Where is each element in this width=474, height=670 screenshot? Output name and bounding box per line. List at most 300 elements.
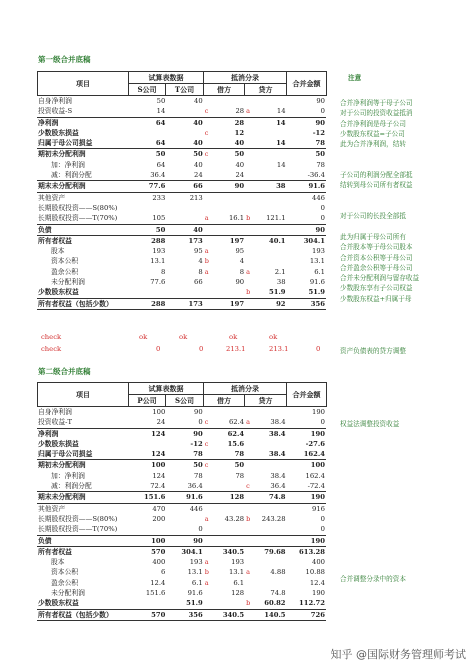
total-value: -27.6 xyxy=(305,439,325,448)
header-debit: 借方 xyxy=(203,394,245,407)
note-text: 结转到母公司所有者权益 xyxy=(340,181,413,190)
total-value: 91.6 xyxy=(309,278,325,287)
company-b-value: 0 xyxy=(198,525,203,534)
row-label: 未分配利润 xyxy=(51,589,85,598)
credit-marker xyxy=(245,503,253,514)
credit-value: 79.68 xyxy=(253,546,286,557)
table-row xyxy=(37,181,326,192)
credit-marker: b xyxy=(246,599,251,608)
company-b-value xyxy=(166,514,203,524)
debit-value: 16.1 xyxy=(228,214,245,223)
header-trial: 试算表数据 xyxy=(128,382,204,395)
note-text: 合并净利润等于母子公司 xyxy=(340,99,413,107)
company-a-value: 12.4 xyxy=(150,578,166,587)
credit-marker xyxy=(245,535,253,546)
total-value: 400 xyxy=(312,558,325,567)
row-label: 加：净利润 xyxy=(51,160,85,169)
check-value: ok xyxy=(139,333,148,341)
total-value: 90 xyxy=(316,97,325,105)
company-b-value: 24 xyxy=(194,171,203,180)
total-value: -36.4 xyxy=(307,171,325,180)
check-value: 0 xyxy=(156,345,161,353)
credit-marker xyxy=(245,128,253,138)
credit-value xyxy=(253,149,286,160)
check-note: 资产负债表的贷方调整 xyxy=(340,347,406,355)
note-text: 合并净利润是母子公司 xyxy=(340,119,406,128)
debit-marker xyxy=(204,160,212,170)
total-value: 0 xyxy=(320,203,325,212)
credit-value xyxy=(253,439,286,449)
credit-marker xyxy=(245,407,253,417)
table-row xyxy=(37,588,326,598)
company-b-value xyxy=(166,128,203,138)
company-a-value: 100 xyxy=(129,460,166,471)
debit-value: 62.4 xyxy=(228,418,245,427)
table-row xyxy=(37,203,326,213)
total-value: 78 xyxy=(315,139,325,148)
debit-marker: c xyxy=(204,418,209,427)
row-label: 盈余公积 xyxy=(51,267,79,276)
credit-value: 51.9 xyxy=(268,288,286,297)
credit-value: 74.8 xyxy=(253,492,286,503)
total-value: 162.4 xyxy=(305,471,325,480)
table-row xyxy=(37,514,326,524)
row-label: 盈余公积 xyxy=(51,578,79,587)
table-row xyxy=(37,439,326,449)
credit-marker: a xyxy=(246,267,251,276)
credit-marker xyxy=(245,546,253,557)
company-b-value: 91.6 xyxy=(187,589,203,598)
debit-value: 128 xyxy=(212,492,245,503)
row-label: 所有者权益（包括少数） xyxy=(37,298,129,309)
credit-value: 38.4 xyxy=(270,471,286,480)
notes-header: 注意 xyxy=(348,74,362,82)
debit-value: 40 xyxy=(234,139,245,148)
total-value: 190 xyxy=(312,589,325,598)
header-company-b: T公司 xyxy=(165,83,204,96)
debit-marker xyxy=(204,407,212,417)
credit-marker xyxy=(245,160,253,170)
credit-marker xyxy=(245,588,253,598)
debit-value: 43.28 xyxy=(224,514,245,523)
header-item: 项目 xyxy=(37,382,129,407)
company-a-value: 400 xyxy=(152,558,166,567)
section2-title: 第二级合并底稿 xyxy=(38,367,91,376)
credit-marker: b xyxy=(246,514,251,523)
row-label: 减：利润分配 xyxy=(51,171,92,180)
row-label: 归属于母公司损益 xyxy=(38,450,93,459)
total-value: 190 xyxy=(287,428,326,439)
table-row xyxy=(37,428,326,439)
credit-value xyxy=(253,256,286,266)
note-text: 合并未分配利润与留存收益 xyxy=(340,274,420,283)
company-a-value: 100 xyxy=(152,408,166,416)
debit-marker xyxy=(204,298,212,309)
company-a-value: 36.4 xyxy=(150,171,166,180)
company-a-value xyxy=(129,287,166,298)
credit-marker xyxy=(245,524,253,535)
total-value: 193 xyxy=(312,247,325,256)
debit-marker xyxy=(204,138,212,149)
credit-marker xyxy=(245,578,253,588)
debit-value: 4 xyxy=(239,257,245,266)
company-b-value: 66 xyxy=(194,278,203,287)
credit-marker xyxy=(245,117,253,128)
total-value: 613.28 xyxy=(287,546,326,557)
debit-marker xyxy=(204,96,212,106)
credit-value: 38 xyxy=(276,278,286,287)
row-label: 股本 xyxy=(51,558,65,567)
company-b-value: 50 xyxy=(166,460,203,471)
row-label: 所有者权益 xyxy=(37,235,129,246)
debit-marker xyxy=(204,546,212,557)
table-row xyxy=(37,149,326,160)
credit-value: 14 xyxy=(276,160,286,169)
table-row xyxy=(37,96,326,106)
debit-marker xyxy=(204,203,212,213)
credit-marker xyxy=(245,449,253,460)
note-text: 子公司的利润分配全部抵 xyxy=(340,171,413,180)
debit-value: 193 xyxy=(231,558,245,567)
debit-value: 90 xyxy=(212,181,245,192)
debit-marker xyxy=(204,588,212,598)
credit-value: 38.4 xyxy=(270,418,286,427)
check-label: check xyxy=(41,333,62,341)
table-row xyxy=(37,170,326,181)
header-credit: 贷方 xyxy=(244,83,287,96)
row-label: 减：利润分配 xyxy=(51,482,92,491)
company-a-value: 50 xyxy=(129,224,166,235)
credit-marker xyxy=(245,439,253,449)
row-label: 长期股权投资——S(80%) xyxy=(38,514,118,523)
debit-value xyxy=(212,407,245,417)
total-value: -12 xyxy=(312,128,325,137)
total-value: 0 xyxy=(320,214,325,223)
debit-value xyxy=(212,524,245,535)
total-value: 13.1 xyxy=(309,257,325,266)
company-b-value: 213 xyxy=(166,192,203,203)
table-row xyxy=(37,535,326,546)
table-row xyxy=(37,407,326,417)
note-text: 少数股东权益+归属于母 xyxy=(340,294,412,303)
company-b-value: 90 xyxy=(166,535,203,546)
company-b-value: 91.6 xyxy=(166,492,203,503)
note-text: 合并调整分录中的资本 xyxy=(340,574,406,583)
total-value: 50 xyxy=(287,149,326,160)
debit-value xyxy=(212,203,245,213)
company-a-value: 124 xyxy=(129,428,166,439)
company-a-value: 77.6 xyxy=(129,181,166,192)
company-b-value xyxy=(166,203,203,213)
note-text: 少数股东权益=子公司 xyxy=(340,129,405,138)
table-row xyxy=(37,106,326,117)
credit-marker xyxy=(245,203,253,213)
table-row xyxy=(37,449,326,460)
table-row xyxy=(37,460,326,471)
debit-marker xyxy=(204,277,212,287)
credit-marker xyxy=(245,224,253,235)
company-a-value: 64 xyxy=(155,139,166,148)
debit-value xyxy=(212,503,245,514)
credit-marker: a xyxy=(246,107,251,116)
credit-value: 38.4 xyxy=(253,428,286,439)
credit-marker xyxy=(245,277,253,287)
debit-marker xyxy=(204,170,212,181)
watermark-text: 知乎 @国际财务管理师考试 xyxy=(330,648,466,661)
company-b-value xyxy=(166,213,203,224)
total-value: 0 xyxy=(320,107,325,116)
debit-marker xyxy=(204,287,212,298)
table-row xyxy=(37,287,326,298)
header-company-a: S公司 xyxy=(128,83,166,96)
header-trial: 试算表数据 xyxy=(128,71,204,84)
total-value: 100 xyxy=(287,460,326,471)
company-b-value: 51.9 xyxy=(186,599,203,608)
row-label: 长期股权投资——T(70%) xyxy=(38,214,118,223)
total-value: 91.6 xyxy=(287,181,326,192)
company-b-value: 356 xyxy=(166,609,203,620)
table-row xyxy=(37,609,326,620)
company-a-value xyxy=(129,524,166,535)
company-b-value: 90 xyxy=(166,428,203,439)
debit-value: 197 xyxy=(212,235,245,246)
debit-value: 50 xyxy=(212,460,245,471)
row-label: 投资收益-S xyxy=(38,107,73,116)
total-value: 190 xyxy=(312,408,325,416)
check-value: 0 xyxy=(199,345,204,353)
section1-table xyxy=(37,96,326,310)
total-value: 112.72 xyxy=(298,599,325,608)
table-row xyxy=(37,256,326,266)
check-value: 213.1 xyxy=(226,345,246,353)
company-b-value: 13.1 xyxy=(187,568,203,577)
credit-marker xyxy=(245,181,253,192)
header-total: 合并金额 xyxy=(286,382,327,407)
row-label: 净利润 xyxy=(37,428,129,439)
table-row xyxy=(37,578,326,588)
company-b-value xyxy=(166,106,203,117)
total-value: 0 xyxy=(320,418,325,427)
company-b-value: 304.1 xyxy=(166,546,203,557)
total-value: 356 xyxy=(287,298,326,309)
total-value: 78 xyxy=(316,160,325,169)
table-row xyxy=(37,277,326,287)
row-label: 投资收益-T xyxy=(38,418,73,427)
row-label: 归属于母公司损益 xyxy=(38,139,93,148)
row-label: 期末未分配利润 xyxy=(37,492,129,503)
row-label: 负债 xyxy=(37,224,129,235)
total-value: 6.1 xyxy=(314,267,325,276)
total-value: 90 xyxy=(287,224,326,235)
credit-value: 92 xyxy=(253,298,286,309)
credit-value: 60.82 xyxy=(264,599,286,608)
company-a-value: 13.1 xyxy=(150,257,166,266)
row-label: 其他资产 xyxy=(37,192,129,203)
note-text: 合并股本等于母公司股本 xyxy=(340,243,413,252)
total-value: 162.4 xyxy=(303,450,325,459)
debit-marker xyxy=(204,235,212,246)
debit-value: 24 xyxy=(235,171,245,180)
row-label: 长期股权投资——T(70%) xyxy=(38,525,118,534)
credit-marker xyxy=(245,256,253,266)
debit-value xyxy=(212,192,245,203)
credit-marker: a xyxy=(246,418,251,427)
debit-value: 8 xyxy=(239,267,245,276)
header-total: 合并金额 xyxy=(286,71,327,96)
company-a-value: 72.4 xyxy=(150,482,166,491)
credit-marker: b xyxy=(246,214,251,223)
company-b-value: 6.1 xyxy=(191,578,203,587)
company-b-value: 40 xyxy=(193,139,203,148)
row-label: 负债 xyxy=(37,535,129,546)
note-text: 合并盈余公积等于母公司 xyxy=(340,263,413,272)
header-debit: 借方 xyxy=(203,83,245,96)
row-label: 自身净利润 xyxy=(38,97,72,105)
table-row xyxy=(37,471,326,481)
credit-value xyxy=(253,524,286,535)
credit-value xyxy=(253,128,286,138)
company-b-value xyxy=(166,287,203,298)
company-a-value: 50 xyxy=(156,97,166,105)
row-label: 少数股东权益 xyxy=(38,288,79,297)
table-row xyxy=(37,557,326,567)
debit-value: 15.6 xyxy=(227,439,245,448)
watermark xyxy=(331,646,467,662)
debit-value: 40 xyxy=(235,160,245,169)
debit-marker: a xyxy=(204,214,209,223)
note-text: 权益法调整投资收益 xyxy=(340,420,400,429)
debit-marker xyxy=(204,609,212,620)
total-value: -72.4 xyxy=(307,482,325,491)
company-a-value xyxy=(129,598,166,609)
debit-marker xyxy=(204,117,212,128)
credit-value: 14 xyxy=(276,139,286,148)
row-label: 少数股东损益 xyxy=(38,128,79,137)
total-value: 0 xyxy=(320,525,325,534)
company-b-value: 40 xyxy=(194,97,203,105)
check-value: ok xyxy=(229,333,238,341)
row-label: 少数股东损益 xyxy=(38,439,79,448)
credit-value xyxy=(253,407,286,417)
company-b-value: 50 xyxy=(166,149,203,160)
header-credit: 贷方 xyxy=(244,394,287,407)
credit-value: 74.8 xyxy=(270,589,286,598)
row-label: 长期股权投资——S(80%) xyxy=(38,203,118,212)
credit-marker xyxy=(245,138,253,149)
row-label: 其他资产 xyxy=(37,503,129,514)
total-value: 446 xyxy=(287,192,326,203)
company-a-value: 64 xyxy=(156,160,166,169)
check-value: ok xyxy=(179,333,188,341)
note-text: 此为合并净利润，结转 xyxy=(340,140,406,149)
credit-value xyxy=(253,192,286,203)
total-value: 10.88 xyxy=(305,568,325,577)
company-a-value: 288 xyxy=(129,298,166,309)
company-b-value: 40 xyxy=(194,160,203,169)
debit-marker xyxy=(204,192,212,203)
row-label: 自身净利润 xyxy=(38,408,72,416)
debit-value xyxy=(212,481,245,492)
row-label: 所有者权益（包括少数） xyxy=(37,609,129,620)
company-a-value: 151.6 xyxy=(129,492,166,503)
total-value: 12.4 xyxy=(309,578,325,587)
debit-marker: c xyxy=(204,128,209,137)
company-a-value: 151.6 xyxy=(145,589,166,598)
header-item: 项目 xyxy=(37,71,129,96)
debit-marker xyxy=(204,492,212,503)
credit-value xyxy=(253,557,286,567)
debit-marker: a xyxy=(204,558,209,567)
table-row xyxy=(37,598,326,609)
company-b-value: 193 xyxy=(189,558,203,567)
note-text: 对于公司的长投全部抵 xyxy=(340,212,406,221)
total-value: 190 xyxy=(287,492,326,503)
check-value: 213.1 xyxy=(269,345,289,353)
debit-marker xyxy=(204,449,212,460)
company-a-value: 570 xyxy=(129,609,166,620)
credit-marker xyxy=(245,170,253,181)
credit-marker xyxy=(245,192,253,203)
credit-value: 38.4 xyxy=(268,450,286,459)
credit-marker: a xyxy=(246,568,251,577)
company-a-value: 50 xyxy=(129,149,166,160)
table-row xyxy=(37,224,326,235)
credit-value xyxy=(253,170,286,181)
debit-value xyxy=(212,96,245,106)
company-a-value: 200 xyxy=(152,514,166,523)
total-value: 726 xyxy=(287,609,326,620)
table-row xyxy=(37,503,326,514)
debit-marker: b xyxy=(204,257,209,266)
company-a-value xyxy=(129,128,166,138)
section2-table xyxy=(37,407,326,621)
row-label: 期初未分配利润 xyxy=(37,149,129,160)
company-a-value: 470 xyxy=(129,503,166,514)
debit-marker xyxy=(204,598,212,609)
row-label: 未分配利润 xyxy=(51,278,85,287)
table-row xyxy=(37,213,326,224)
company-a-value xyxy=(129,203,166,213)
debit-marker: a xyxy=(204,247,209,256)
company-b-value: 90 xyxy=(194,408,203,416)
check-row-2 xyxy=(41,345,341,355)
header-elim: 抵消分录 xyxy=(203,71,287,84)
debit-marker: a xyxy=(204,514,209,523)
credit-value xyxy=(253,535,286,546)
credit-value: 40.1 xyxy=(253,235,286,246)
header-company-a: P公司 xyxy=(128,394,166,407)
debit-value: 90 xyxy=(235,278,245,287)
header-company-b: S公司 xyxy=(165,394,204,407)
company-b-value: 173 xyxy=(166,235,203,246)
debit-value xyxy=(212,535,245,546)
company-b-value: 40 xyxy=(166,117,203,128)
table-row xyxy=(37,417,326,428)
credit-marker xyxy=(245,246,253,256)
debit-value: 78 xyxy=(235,471,245,480)
credit-marker xyxy=(245,460,253,471)
debit-value: 197 xyxy=(212,298,245,309)
debit-value xyxy=(212,224,245,235)
table-row xyxy=(37,524,326,535)
section1-header xyxy=(37,71,326,95)
company-b-value: 66 xyxy=(166,181,203,192)
company-b-value: 40 xyxy=(166,224,203,235)
debit-value: 340.5 xyxy=(212,609,245,620)
credit-value: 4.88 xyxy=(270,568,286,577)
check-value: ok xyxy=(269,333,278,341)
credit-value xyxy=(253,503,286,514)
